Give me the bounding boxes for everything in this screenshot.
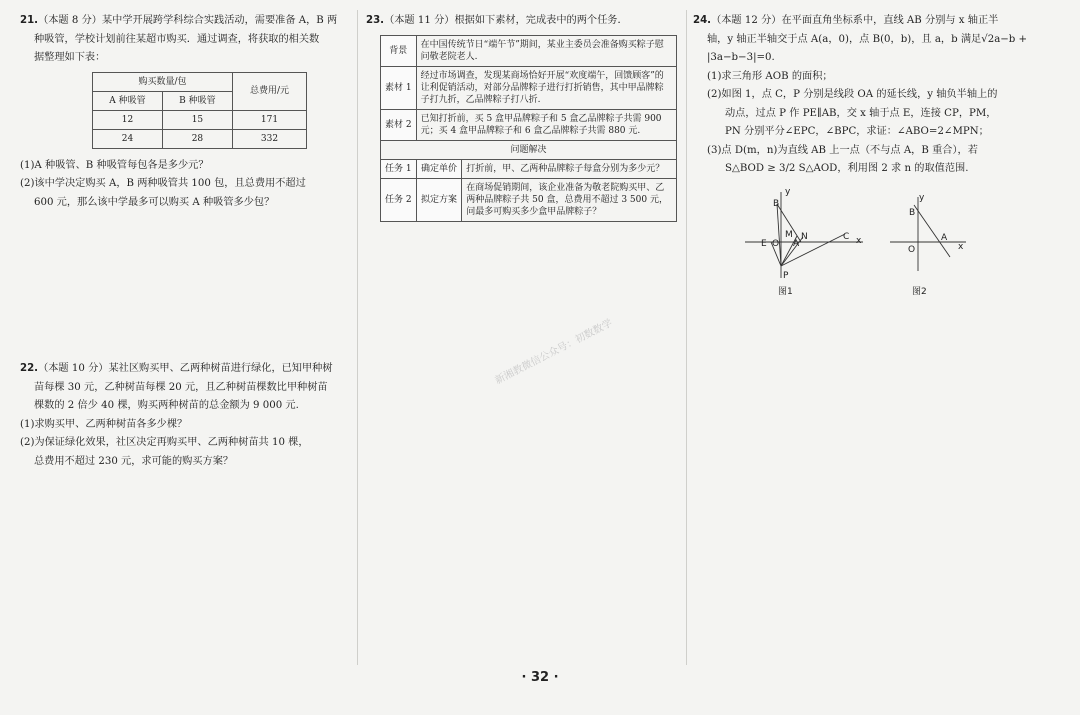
row-label: 背景 (381, 35, 417, 66)
figure-2-diagram (890, 195, 970, 275)
q22-sub2-cont: 总费用不超过 230 元，求可能的购买方案？ (34, 455, 234, 467)
table-row (93, 110, 307, 129)
fig1-label-a: A (793, 239, 800, 249)
section-heading: 问题解决 (381, 140, 677, 159)
question-23 (366, 12, 684, 222)
fig1-label-o: O (772, 239, 780, 249)
row-label: 素材 1 (381, 66, 417, 109)
figure-2-caption: 图2 (912, 287, 927, 297)
figure-1-caption: 图1 (778, 287, 793, 297)
q24-line: |3a−b−3|=0. (707, 52, 775, 63)
fig1-label-b: B (773, 199, 780, 209)
q22-sub2: (2)为保证绿化效果，社区决定再购买甲、乙两种树苗共 10 棵， (20, 437, 309, 448)
fig2-label-y: y (919, 193, 925, 203)
q21-sub2-cont: 600 元，那么该中学最多可以购买 A 种吸管多少包？ (34, 196, 275, 208)
table-cell: 28 (162, 129, 232, 148)
fig1-label-x: x (856, 236, 862, 246)
question-21 (20, 12, 350, 212)
table-cell: 12 (93, 110, 163, 129)
row-label: 素材 2 (381, 109, 417, 140)
q22-line: （本题 10 分）某社区购买甲、乙两种树苗进行绿化，已知甲种树 (38, 363, 333, 374)
q22-sub1: (1)求购买甲、乙两种树苗各多少棵？ (20, 418, 188, 430)
table-header: B 种吸管 (162, 91, 232, 110)
q24-sub2-cont: PN 分别平分∠EPC，∠BPC，求证：∠ABO=2∠MPN； (725, 126, 989, 137)
question-24 (693, 12, 1063, 179)
fig1-label-p: P (783, 271, 789, 281)
task-text: 打折前，甲、乙两种品牌粽子每盒分别为多少元？ (462, 159, 677, 178)
q24-line: 轴，y 轴正半轴交于点 A(a，0)，点 B(0，b)，且 a，b 满足√2a−b + (707, 33, 1028, 45)
fig2-label-a: A (941, 233, 948, 243)
q21-line: 种吸管，学校计划前往某超市购买．通过调查，将获取的相关数 (34, 33, 320, 45)
table-row (381, 109, 677, 140)
column-divider (357, 10, 358, 665)
q24-number: 24. (693, 15, 712, 26)
table-header: 总费用/元 (232, 72, 306, 110)
q21-sub1: (1)A 种吸管、B 种吸管每包各是多少元？ (20, 159, 209, 171)
watermark: 新湘教微信公众号：初数数学 (493, 317, 615, 387)
table-cell: 15 (162, 110, 232, 129)
q22-line: 苗每棵 30 元，乙种树苗每棵 20 元，且乙种树苗棵数比甲种树苗 (34, 381, 328, 393)
q23-number: 23. (366, 15, 385, 26)
q23-table (380, 35, 677, 222)
row-text: 在中国传统节日“端午节”期间，某业主委员会准备购买粽子慰问敬老院老人. (416, 35, 676, 66)
line-pn (781, 237, 803, 266)
table-cell: 171 (232, 110, 306, 129)
table-cell: 332 (232, 129, 306, 148)
q24-sub3: (3)点 D(m，n)为直线 AB 上一点（不与点 A，B 重合），若 (707, 144, 978, 156)
table-row (93, 129, 307, 148)
page-number: · 32 · (521, 670, 559, 685)
task-name: 拟定方案 (416, 178, 462, 221)
table-cell: 24 (93, 129, 163, 148)
q21-table (92, 72, 307, 149)
q21-number: 21. (20, 15, 39, 26)
fig2-label-b: B (909, 208, 916, 218)
table-row (381, 35, 677, 66)
q24-sub1: (1)求三角形 AOB 的面积； (707, 70, 833, 82)
row-text: 经过市场调查，发现某商场恰好开展“欢度端午，回馈顾客”的让利促销活动，对部分品牌粽子进行打折销售，其中甲品牌粽子打九折，乙品牌粽子打八折. (416, 66, 676, 109)
fig1-label-n: N (801, 232, 808, 242)
q24-sub2-cont: 动点，过点 P 作 PE∥AB，交 x 轴于点 E，连接 CP，PM， (725, 107, 997, 119)
table-row (381, 140, 677, 159)
q21-line: （本题 8 分）某中学开展跨学科综合实践活动，需要准备 A，B 两 (38, 15, 338, 26)
table-row (381, 159, 677, 178)
task-label: 任务 2 (381, 178, 417, 221)
question-22 (20, 360, 350, 471)
table-row (381, 66, 677, 109)
fig2-label-x: x (958, 242, 964, 252)
fig1-label-y: y (785, 187, 791, 197)
q24-sub3-cont: S△BOD ≥ 3/2 S△AOD，利用图 2 求 n 的取值范围. (725, 163, 969, 174)
table-header: A 种吸管 (93, 91, 163, 110)
table-row (381, 178, 677, 221)
column-left (20, 12, 350, 212)
q21-sub2: (2)该中学决定购买 A，B 两种吸管共 100 包，且总费用不超过 (20, 178, 306, 189)
column-divider (686, 10, 687, 665)
fig1-label-c: C (843, 232, 850, 242)
q22-line: 棵数的 2 倍少 40 棵，购买两种树苗的总金额为 9 000 元. (34, 400, 299, 411)
fig1-label-e: E (761, 239, 767, 249)
q21-line: 据整理如下表： (34, 52, 106, 63)
row-text: 已知打折前，买 5 盒甲品牌粽子和 5 盒乙品牌粽子共需 900 元；买 4 盒甲品牌粽子和 6 盒乙品牌粽子共需 880 元. (416, 109, 676, 140)
q24-sub2: (2)如图 1，点 C，P 分别是线段 OA 的延长线，y 轴负半轴上的 (707, 89, 998, 100)
fig1-label-m: M (785, 230, 793, 240)
q24-line: （本题 12 分）在平面直角坐标系中，直线 AB 分别与 x 轴正半 (711, 15, 999, 26)
fig2-label-o: O (908, 245, 916, 255)
q22-number: 22. (20, 363, 39, 374)
table-header: 购买数量/包 (93, 72, 233, 91)
task-label: 任务 1 (381, 159, 417, 178)
task-text: 在商场促销期间，该企业准备为敬老院购买甲、乙两种品牌粽子共 50 盒，总费用不超过 3 500 元，问最多可购买多少盒甲品牌粽子？ (462, 178, 677, 221)
q23-intro: （本题 11 分）根据如下素材，完成表中的两个任务． (384, 15, 628, 26)
line-ab (914, 205, 950, 257)
task-name: 确定单价 (416, 159, 462, 178)
